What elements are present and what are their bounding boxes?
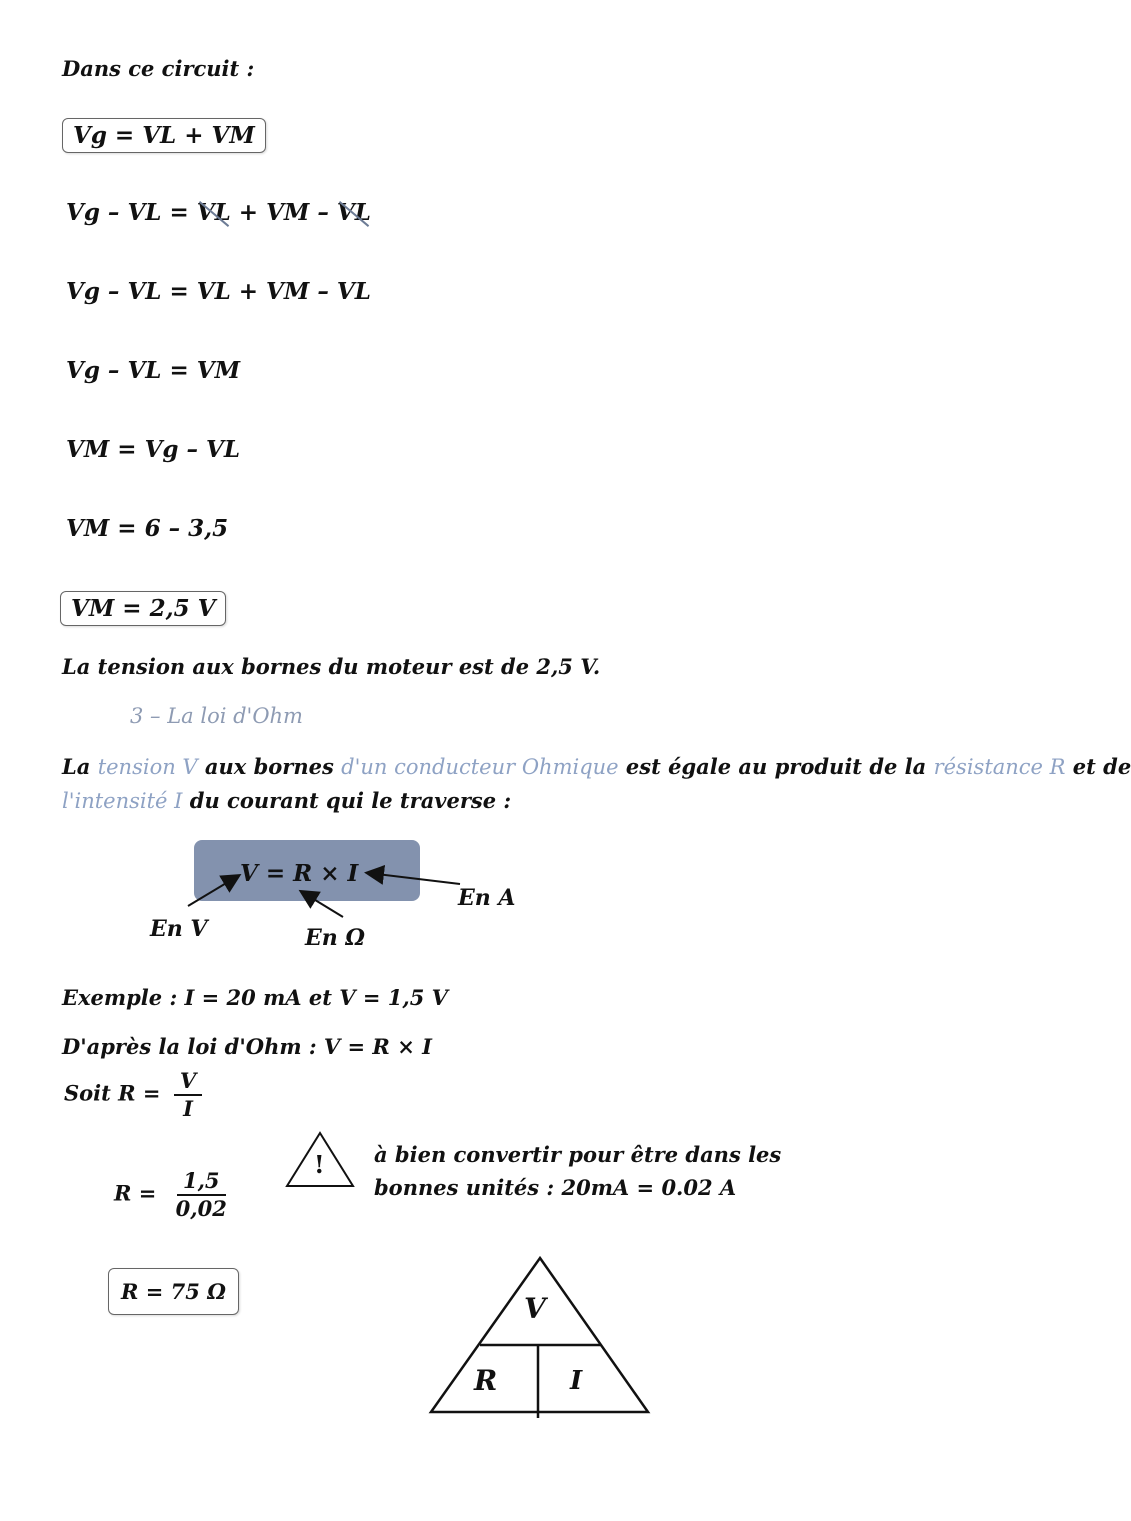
result-boxed: R = 75 Ω — [108, 1268, 239, 1315]
equation-4: Vg – VL = VM — [66, 357, 241, 384]
law-text-2: aux bornes — [197, 754, 342, 779]
warning-symbol: ! — [314, 1150, 325, 1179]
law-text-5: du courant qui le traverse : — [182, 788, 512, 813]
equation-5: VM = Vg – VL — [66, 436, 241, 463]
law-resistance: résistance R — [933, 755, 1066, 779]
law-text-4: et de — [1065, 754, 1131, 779]
law-text-3: est égale au produit de la — [618, 754, 934, 779]
intro-text: Dans ce circuit : — [62, 56, 255, 81]
calc-numerator: 1,5 — [177, 1168, 226, 1196]
warning-line-2: bonnes unités : 20mA = 0.02 A — [374, 1175, 737, 1200]
law-conducteur: d'un conducteur Ohmique — [341, 755, 619, 779]
equation-2-part-c: + VM – — [230, 199, 337, 226]
soit-denominator: I — [183, 1096, 193, 1121]
triangle-right-i: I — [570, 1366, 583, 1396]
example-text: Exemple : I = 20 mA et V = 1,5 V — [62, 985, 448, 1010]
ohm-formula: V = R × I — [240, 860, 359, 887]
unit-label-ohm: En Ω — [305, 925, 366, 951]
triangle-left-r: R — [474, 1364, 498, 1397]
law-tension: tension V — [97, 755, 198, 779]
soit-label: Soit R = — [64, 1080, 161, 1106]
equation-3: Vg – VL = VL + VM – VL — [66, 278, 371, 305]
section-title: 3 – La loi d'Ohm — [130, 704, 303, 728]
equation-7-boxed: VM = 2,5 V — [60, 591, 226, 626]
unit-label-volt: En V — [150, 916, 208, 942]
warning-line-1: à bien convertir pour être dans les — [374, 1142, 782, 1167]
equation-2-struck-term-2: VL — [336, 199, 371, 226]
equation-1-boxed: Vg = VL + VM — [62, 118, 266, 153]
soit-numerator: V — [174, 1068, 202, 1096]
calc-denominator: 0,02 — [175, 1196, 227, 1221]
equation-2-struck-term: VL — [196, 199, 231, 226]
unit-label-amp: En A — [458, 885, 516, 911]
equation-6: VM = 6 – 3,5 — [66, 515, 229, 542]
calc-label: R = — [114, 1180, 157, 1206]
law-text-1: La — [62, 754, 98, 779]
triangle-top-v: V — [524, 1292, 546, 1325]
equation-2-part-a: Vg – VL = — [66, 199, 197, 226]
conclusion-text: La tension aux bornes du moteur est de 2,5 V. — [62, 654, 601, 679]
apres-text: D'après la loi d'Ohm : V = R × I — [62, 1034, 432, 1059]
law-intensite: l'intensité I — [62, 789, 183, 813]
